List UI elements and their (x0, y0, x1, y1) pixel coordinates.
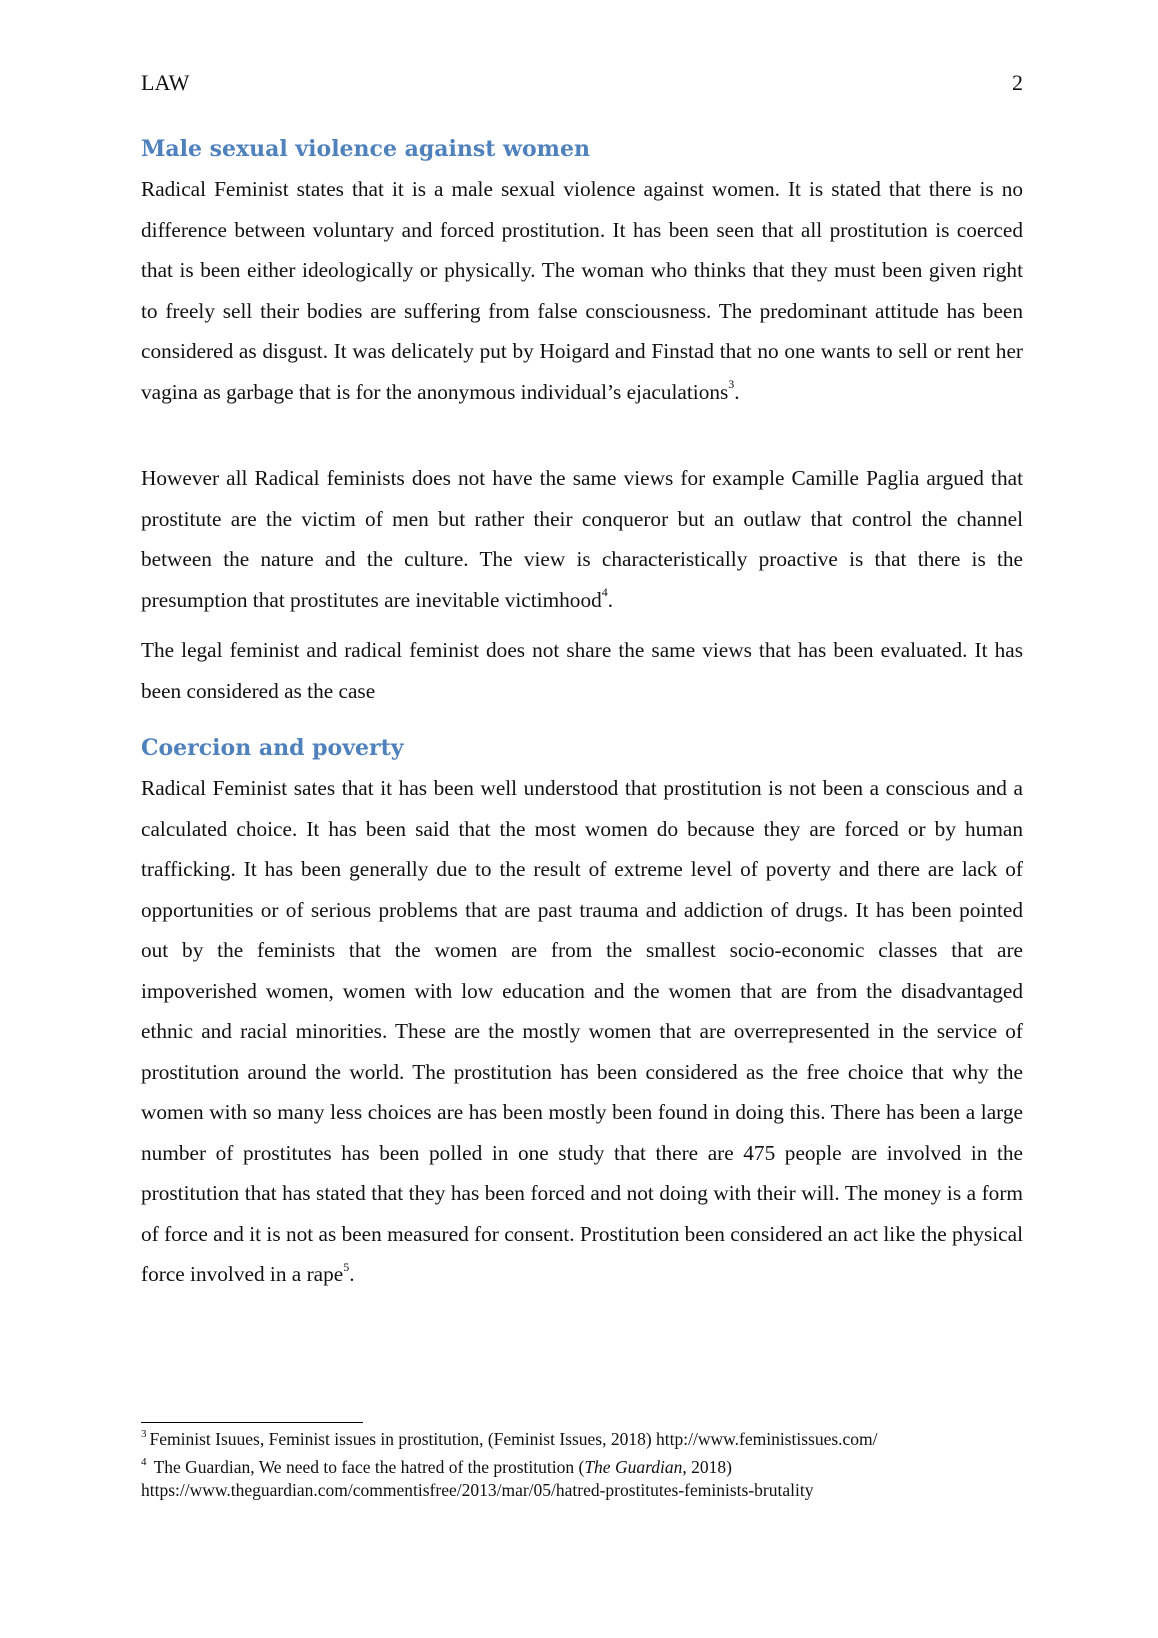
page-number: 2 (1012, 70, 1023, 95)
footnote-italic-source: The Guardian (584, 1457, 683, 1477)
paragraph-camille-paglia (141, 458, 1023, 620)
footnote-3 (141, 1428, 1023, 1451)
footnote-reference-3[interactable]: 3 (728, 377, 735, 392)
paragraph-radical-feminist-views (141, 169, 1023, 412)
footnote-number: 3 (141, 1428, 147, 1441)
paragraph-end: . (349, 1262, 355, 1286)
paragraph-text: However all Radical feminists does not have the same views for example Camille Paglia argued that prostitute are the victim of men but rather their conqueror but an outlaw that control the channel between the nature and the culture. The view is characteristically proactive is that there is the presumption that prostitutes are inevitable victimhood (141, 466, 1023, 612)
paragraph-end: . (734, 379, 740, 404)
footnote-url-link[interactable]: https://www.theguardian.com/commentisfree/2013/mar/05/hatred-prostitutes-feminists-brutality (141, 1480, 814, 1500)
footnote-4 (141, 1456, 1023, 1502)
footnote-reference-4[interactable]: 4 (601, 585, 608, 600)
paragraph-text: Radical Feminist sates that it has been well understood that prostitution is not been a conscious and a calculated choice. It has been said that the most women do because they are forced or by human trafficking. It has been generally due to the result of extreme level of poverty and there are lack of opportunities or of serious problems that are past trauma and addiction of drugs. It has been pointed out by the feminists that the women are from the smallest socio-economic classes that are impoverished women, women with low education and the women that are from the disadvantaged ethnic and racial minorities. These are the mostly women that are overrepresented in the service of prostitution around the world. The prostitution has been considered as the free choice that why the women with so many less choices are has been mostly been found in doing this. There has been a large number of prostitutes has been polled in one study that there are 475 people are involved in the prostitution that has stated that they has been forced and not doing with their will. The money is a form of force and it is not as been measured for consent. Prostitution been considered an act like the physical force involved in a rape (141, 776, 1023, 1286)
footnote-text-after: , 2018) (682, 1457, 732, 1477)
paragraph-text: Radical Feminist states that it is a male sexual violence against women. It is stated that there is no difference between voluntary and forced prostitution. It has been seen that all prostitution is coerced that is been either ideologically or physically. The woman who thinks that they must been given right to freely sell their bodies are suffering from false consciousness. The predominant attitude has been considered as disgust. It was delicately put by Hoigard and Finstad that no one wants to sell or rent her vagina as garbage that is for the anonymous individual’s ejaculations (141, 177, 1023, 404)
paragraph-legal-feminist: The legal feminist and radical feminist does not share the same views that has been evaluated. It has been considered as the case (141, 638, 1023, 703)
running-head: LAW (141, 70, 190, 95)
footnote-separator (141, 1422, 363, 1423)
footnote-reference-5[interactable]: 5 (343, 1259, 350, 1274)
paragraph-end: . (607, 587, 614, 612)
section-heading-coercion-poverty: Coercion and poverty (141, 735, 404, 761)
footnote-text: Feminist Isuues, Feminist issues in prostitution, (Feminist Issues, 2018) http://www.feministissues.com/ (149, 1429, 878, 1449)
section-heading-male-sexual-violence: Male sexual violence against women (141, 136, 590, 162)
paragraph-coercion-poverty (141, 768, 1023, 1295)
footnote-number: 4 (141, 1456, 147, 1469)
footnote-text: The Guardian, We need to face the hatred of the prostitution ( (153, 1457, 585, 1477)
